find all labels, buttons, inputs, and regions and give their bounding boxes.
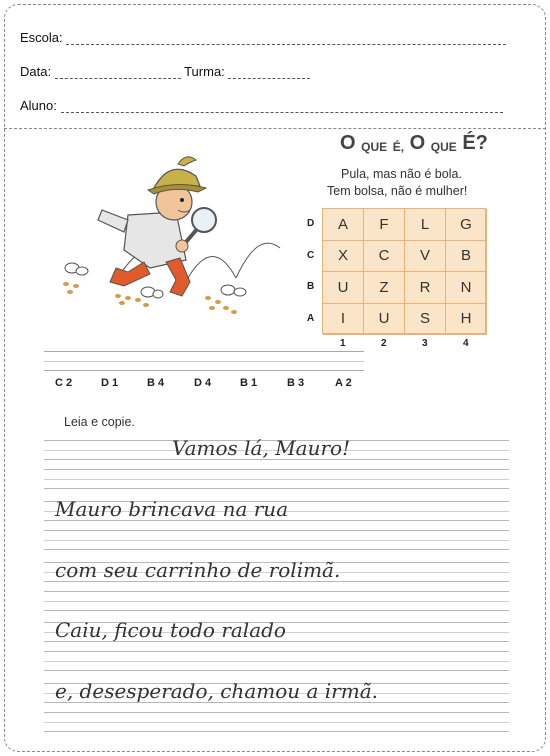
letter-grid bbox=[322, 208, 486, 334]
grid-cell: H bbox=[446, 304, 487, 336]
riddle-line-2: Tem bolsa, não é mulher! bbox=[327, 184, 468, 198]
cursive-model-text: e, desesperado, chamou a irmã. bbox=[55, 679, 378, 703]
grid-column-label: 1 bbox=[340, 338, 346, 349]
grid-cell: N bbox=[446, 272, 487, 304]
grid-row-label: B bbox=[307, 281, 315, 292]
grid-cell: A bbox=[323, 209, 364, 241]
grid-column-label: 3 bbox=[422, 338, 428, 349]
school-label: Escola: bbox=[20, 30, 63, 45]
cursive-model-text: Caiu, ficou todo ralado bbox=[55, 618, 286, 642]
grid-row-label: C bbox=[307, 249, 315, 261]
student-field[interactable] bbox=[20, 98, 503, 113]
grid-row-label: A bbox=[307, 312, 315, 324]
grid-column-label: 4 bbox=[463, 338, 469, 349]
date-line[interactable] bbox=[55, 67, 181, 79]
instruction-text: Leia e copie. bbox=[64, 415, 135, 429]
cursive-model-text: Vamos lá, Mauro! bbox=[172, 436, 351, 460]
cursive-model-text: com seu carrinho de rolimã. bbox=[55, 558, 341, 582]
school-field[interactable] bbox=[20, 30, 506, 45]
date-label: Data: bbox=[20, 64, 52, 79]
cursive-model-text: Mauro brincava na rua bbox=[55, 497, 289, 521]
student-line[interactable] bbox=[61, 101, 503, 113]
grid-cell: X bbox=[323, 241, 364, 273]
grid-cell: F bbox=[364, 209, 405, 241]
letter-code: D 4 bbox=[194, 377, 212, 389]
header-divider bbox=[4, 128, 546, 129]
riddle-line-1: Pula, mas não é bola. bbox=[341, 167, 462, 181]
school-line[interactable] bbox=[66, 33, 506, 45]
copy-writing-line[interactable] bbox=[44, 530, 509, 550]
class-line[interactable] bbox=[228, 67, 310, 79]
grid-cell: U bbox=[364, 304, 405, 336]
grid-cell: S bbox=[405, 304, 446, 336]
grid-cell: L bbox=[405, 209, 446, 241]
grid-cell: I bbox=[323, 304, 364, 336]
grid-cell: U bbox=[323, 272, 364, 304]
grid-cell: C bbox=[364, 241, 405, 273]
grid-cell: Z bbox=[364, 272, 405, 304]
student-label: Aluno: bbox=[20, 98, 57, 113]
grid-column-label: 2 bbox=[381, 338, 387, 349]
answer-line[interactable] bbox=[44, 351, 364, 371]
letter-code: B 4 bbox=[147, 377, 165, 389]
copy-writing-line[interactable] bbox=[44, 591, 509, 611]
letter-code: B 3 bbox=[287, 377, 305, 389]
letter-code: C 2 bbox=[55, 377, 73, 389]
copy-writing-line[interactable] bbox=[44, 469, 509, 489]
grid-cell: R bbox=[405, 272, 446, 304]
copy-writing-line[interactable] bbox=[44, 651, 509, 671]
class-label: Turma: bbox=[184, 64, 225, 79]
grid-cell: B bbox=[446, 241, 487, 273]
explorer-kangaroo-illustration bbox=[58, 150, 298, 320]
riddle-title: O QUE É, O QUE É? bbox=[340, 132, 488, 154]
letter-code: D 1 bbox=[101, 377, 119, 389]
copy-writing-line[interactable] bbox=[44, 712, 509, 732]
grid-cell: G bbox=[446, 209, 487, 241]
letter-code: B 1 bbox=[240, 377, 258, 389]
grid-cell: V bbox=[405, 241, 446, 273]
letter-code: A 2 bbox=[335, 377, 352, 389]
date-field[interactable] bbox=[20, 64, 310, 79]
grid-row-label: D bbox=[307, 218, 315, 229]
